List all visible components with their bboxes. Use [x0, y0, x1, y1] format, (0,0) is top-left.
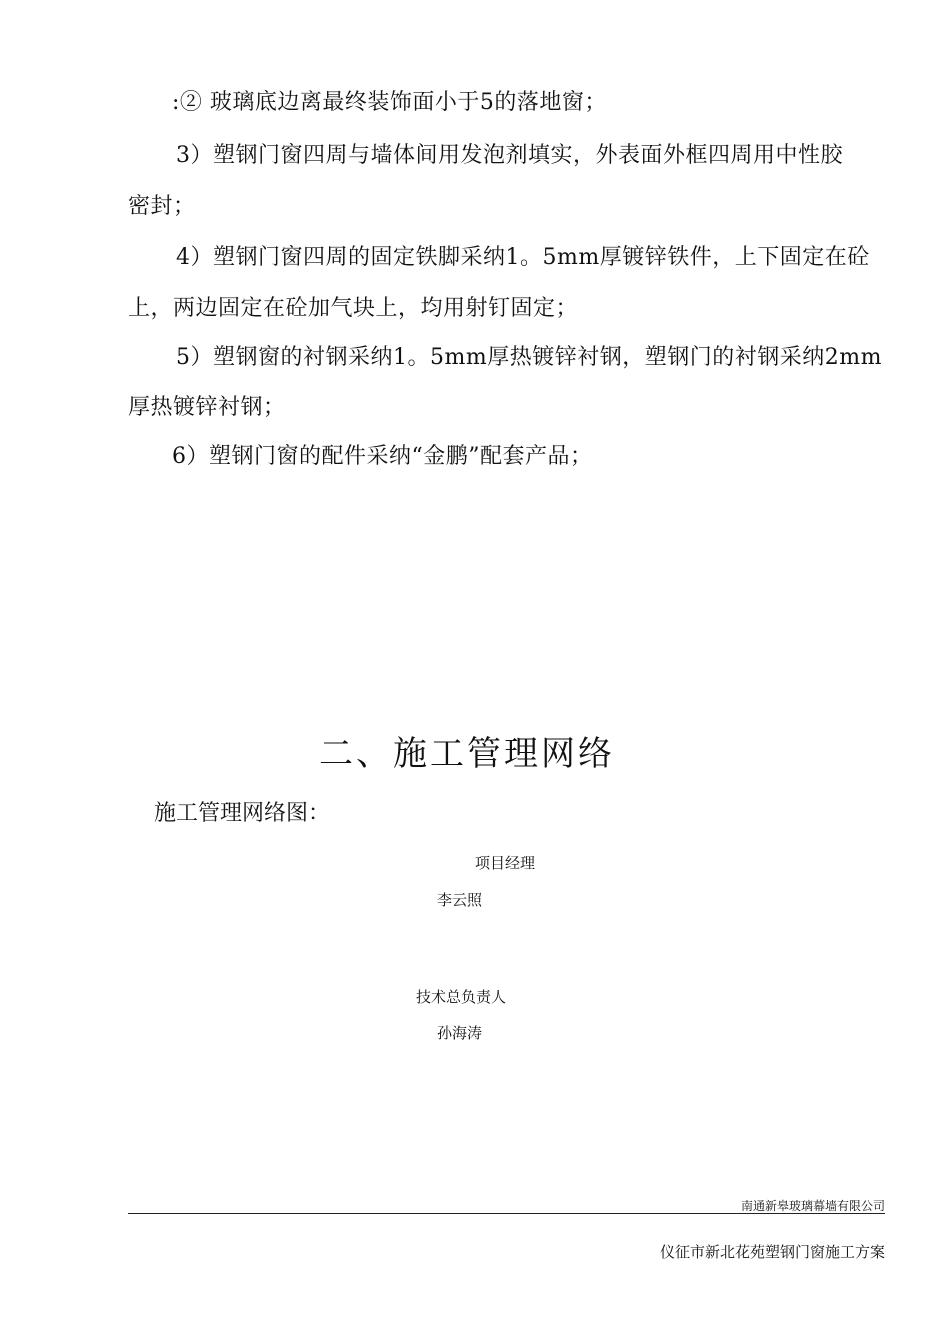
- org-role-technical-lead: 技术总负责人: [416, 988, 507, 1006]
- body-line-5: 上，两边固定在砼加气块上，均用射钉固定；: [128, 296, 579, 321]
- org-person-project-manager: 李云照: [437, 891, 483, 909]
- section-title: 二、施工管理网络: [319, 734, 615, 774]
- org-role-project-manager: 项目经理: [475, 854, 536, 872]
- footer-document-title: 仪征市新北花苑塑钢门窗施工方案: [659, 1243, 885, 1261]
- body-line-6: 5）塑钢窗的衬钢采纳1。5mm厚热镀锌衬钢，塑钢门的衬钢采纳2mm: [176, 345, 882, 370]
- org-person-technical-lead: 孙海涛: [437, 1024, 483, 1042]
- body-line-1: :② 玻璃底边离最终装饰面小于5的落地窗；: [172, 90, 607, 115]
- footer-company: 南通新皋玻璃幕墙有限公司: [740, 1199, 885, 1213]
- body-line-4: 4）塑钢门窗四周的固定铁脚采纳1。5mm厚镀锌铁件，上下固定在砼: [176, 245, 870, 270]
- body-line-3: 密封；: [128, 194, 196, 219]
- body-line-7: 厚热镀锌衬钢；: [128, 395, 286, 420]
- body-line-2: 3）塑钢门窗四周与墙体间用发泡剂填实，外表面外框四周用中性胶: [176, 143, 843, 168]
- body-line-8: 6）塑钢门窗的配件采纳“金鹏”配套产品；: [172, 444, 593, 469]
- footer-divider: [128, 1213, 885, 1214]
- section-subheading: 施工管理网络图：: [154, 801, 331, 826]
